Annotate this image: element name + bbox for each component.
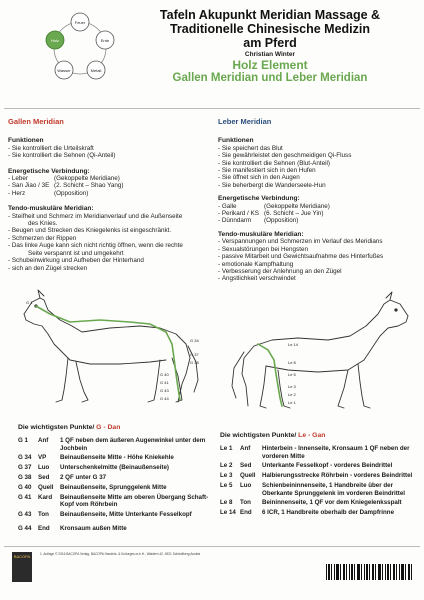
poster-header [120,8,420,85]
meridian-names: Gallen Meridian und Leber Meridian [172,72,368,84]
diagram-node-holz [46,31,64,49]
point-label-g38: G 38 [190,360,199,365]
points-heading: Die wichtigsten Punkte/ G - Dan [18,424,121,431]
point-label-g34: G 34 [190,338,199,343]
point-row: Le 5 Luo Schienbeininnenseite, 1 Handbreite über der Oberkante Sprunggelenk im vorderen Beindrittel [220,482,406,497]
tendo-item: - Beugen und Strecken des Kniegelenks ist eingeschränkt. [8,227,172,235]
point-row: Le 2 Sed Unterkante Fesselkopf - vorderes Beindrittel [220,462,393,470]
diagram-node-erde [96,31,114,49]
energetisch-item: - Leber (Gekoppelte Meridiane) [8,175,120,183]
point-row: G 41 Kard Beinaußenseite Mitte am oberen Übergang Schaft-Kopf vom Röhrbein [18,494,209,509]
funktion-item: - Sie gewährleistet den geschmeidigen Qi-Fluss [218,152,352,160]
barcode [322,562,416,584]
energetisch-item: - Herz (Opposition) [8,189,89,197]
funktion-item: - Sie beherbergt die Wanderseele-Hun [218,181,326,189]
point-label-g40: G 40 [160,372,169,377]
tendo-title: Tendo-muskuläre Meridian: [218,230,304,238]
funktion-item: - Sie kontrolliert die Sehnen (Blut-Anteil) [218,159,330,167]
energetisch-item: - Dünndarm (Opposition) [218,217,299,225]
funktion-item: - Sie kontrolliert die Urteilskraft [8,144,94,152]
tendo-item: - Verbesserung der Anlehnung an den Zügel [218,267,342,275]
point-row: G 1 Anf 1 QF neben dem äußeren Augenwinkel unter dem Jochbein [18,437,206,452]
tendo-item: - emotionale Kampfhaltung [218,260,294,268]
copyright-text: 1. Auflage © 2016 BACOPA Verlag, BACOPA Handels- & Kulturges.m.b.H., Waidern 42, 4521 Schiedlberg Austria [40,552,201,556]
funktion-item: - Sie speichert das Blut [218,144,283,152]
gallen-meridian-path [36,306,180,400]
point-row: G 43 Ton Beinaußenseite, Mitte Unterkante Fesselkopf [18,511,192,519]
svg-text:Holz: Holz [50,38,60,43]
point-row: G 37 Luo Unterschenkelmitte (Beinaußenseite) [18,464,169,472]
tendo-item: - Ängstlichkeit verschwindet [218,275,296,283]
header-divider [4,108,420,109]
point-label-g1: G 1 [26,300,33,305]
funktion-item: - Sie manifestiert sich in den Hufen [218,167,316,175]
tendo-item: Seite verspannt ist und umgekehrt [28,249,124,257]
funktionen-title: Funktionen [8,137,44,145]
publisher-logo: BACOPA [12,552,32,582]
point-label-g43: G 43 [160,388,169,393]
diagram-node-feuer [71,13,89,31]
point-row: Le 14 End 6 ICR, 1 Handbreite oberhalb der Dampfrinne [220,509,395,517]
tendo-item: - Schmerzen der Rippen [8,234,77,242]
tendo-item: - Schubeinwirkung und Aufheben der Hinterhand [8,257,144,265]
funktion-item: - Sie kontrolliert die Sehnen (Qi-Anteil) [8,152,116,160]
footer-divider [4,546,420,547]
leber-meridian-section [218,118,418,283]
energetisch-title: Energetische Verbindung: [8,167,90,175]
energetisch-item: - Galle (Gekoppelte Meridiane) [218,202,330,210]
point-row: Le 1 Anf Hinterbein - Innenseite, Kronsaum 1 QF neben der vorderen Mitte [220,445,410,460]
point-label-le3: Le 3 [288,384,296,389]
point-label-le2: Le 2 [288,392,296,397]
tendo-item: - Steifheit und Schmerz im Meridianverlauf und die Außenseite [8,212,183,220]
tendo-item: - sich an den Zügel strecken [8,264,88,272]
point-label-le5: Le 5 [288,372,296,377]
author-name: Christian Winter [244,51,296,58]
svg-text:Wasser: Wasser [57,68,71,73]
diagram-node-wasser [55,61,73,79]
point-label-g44: G 44 [160,396,169,401]
point-label-g41: G 41 [160,380,169,385]
point-row: Le 3 Quell Halbierungsstrecke Röhrbein - vorderes Beindrittel [220,472,413,480]
tendo-item: - Das linke Auge kann sich nicht richtig öffnen, wenn die rechte [8,242,183,250]
funktionen-title: Funktionen [218,137,254,145]
point-label-g37: G 37 [190,352,199,357]
tendo-item: - Sexualstörungen bei Hengsten [218,245,308,253]
gallen-points-list [18,424,213,534]
leber-points-list [220,432,418,519]
five-element-diagram [40,6,120,88]
gallen-heading: Gallen Meridian [8,117,64,126]
svg-text:Feuer: Feuer [74,20,86,25]
point-row: G 40 Quell Beinaußenseite, Sprunggelenk Mitte [18,484,167,492]
poster-title-line2: Traditionelle Chinesische Medizin [169,22,371,36]
energetisch-item: - San Jiao / 3E (2. Schicht – Shao Yang) [8,182,124,190]
tendo-item: des Knies. [28,220,58,228]
point-row: G 38 Sed 2 QF unter G 37 [18,474,107,482]
svg-text:Metall: Metall [90,68,102,73]
svg-text:Erde: Erde [100,38,110,43]
tendo-item: - Verspannungen und Schmerzen im Verlauf des Meridians [218,238,383,246]
horse-illustration-gallen [10,284,210,409]
diagram-node-metall [87,61,105,79]
tendo-item: - passive Mitarbeit und Gewichtsaufnahme des Hinterfußes [218,253,384,261]
energetisch-title: Energetische Verbindung: [218,195,300,203]
energetisch-item: - Perikard / KS (6. Schicht – Jue Yin) [218,210,324,218]
point-row: G 34 VP Beinaußenseite Mitte - Höhe Kniekehle [18,454,174,462]
funktion-item: - Sie öffnet sich in den Augen [218,174,300,182]
point-row: Le 8 Ton Beininnenseite, 1 QF vor dem Kniegelenksspalt [220,499,402,507]
point-label-le1: Le 1 [288,400,296,405]
element-name: Holz Element [232,58,308,72]
horse-illustration-leber [218,290,418,415]
poster-title-line3: am Pferd [243,36,297,50]
poster-title-line1: Tafeln Akupunkt Meridian Massage & [159,8,381,22]
leber-heading: Leber Meridian [218,117,272,126]
point-label-le14: Le 14 [288,342,299,347]
gallen-meridian-section [8,118,208,272]
points-heading: Die wichtigsten Punkte/ Le - Gan [220,432,326,439]
point-label-le8: Le 8 [288,360,296,365]
tendo-title: Tendo-muskuläre Meridian: [8,205,94,213]
point-row: G 44 End Kronsaum außen Mitte [18,524,127,532]
